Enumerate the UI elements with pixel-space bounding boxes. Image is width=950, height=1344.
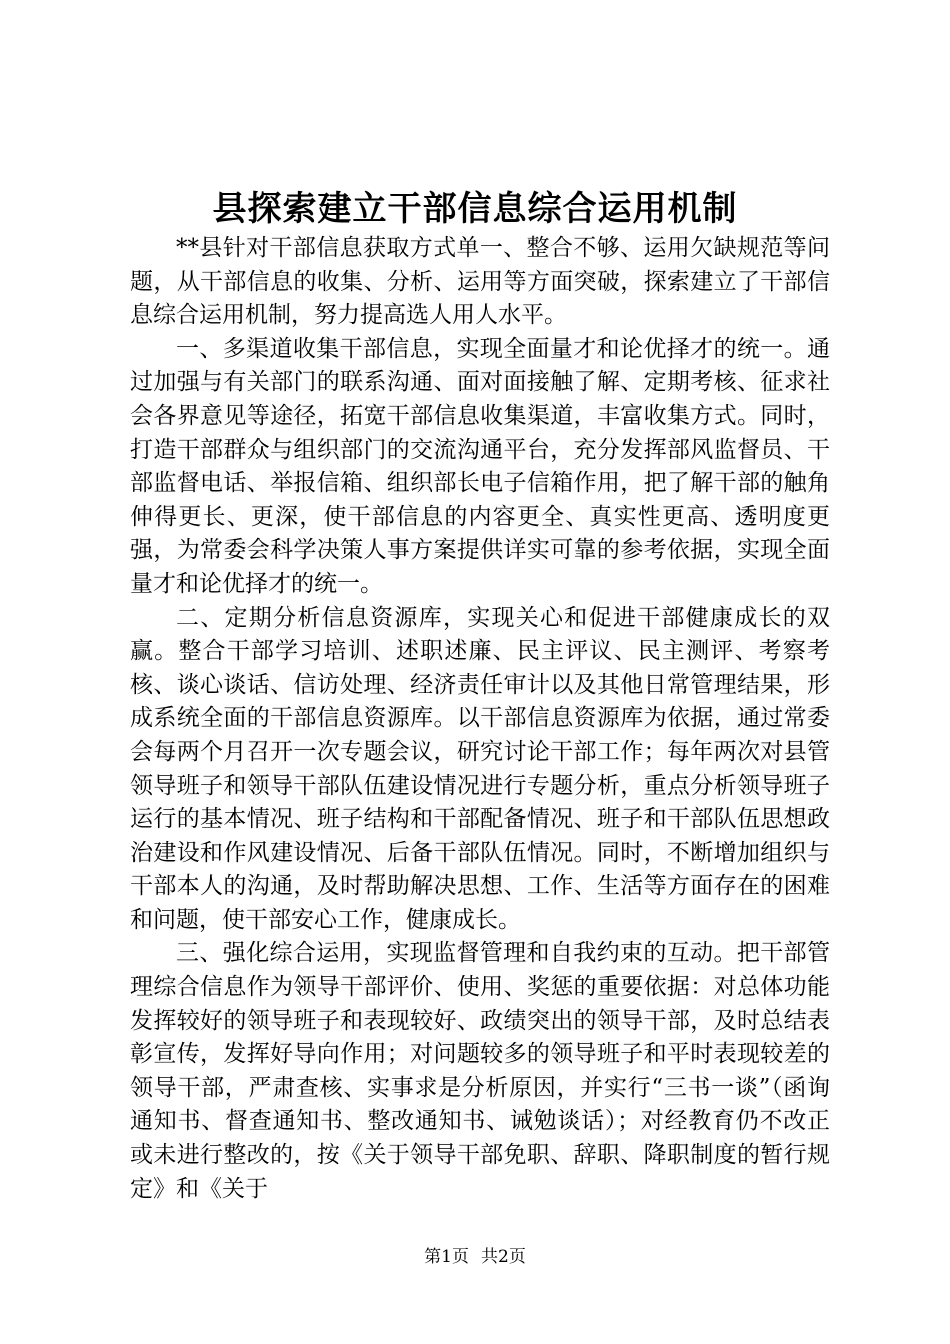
document-title: 县探索建立干部信息综合运用机制 xyxy=(212,189,738,229)
paragraph-intro: **县针对干部信息获取方式单一、整合不够、运用欠缺规范等问题，从干部信息的收集、分析、运用等方面突破，探索建立了干部信息综合运用机制，努力提高选人用人水平。 xyxy=(130,235,830,329)
page-footer xyxy=(0,1246,950,1268)
document-body xyxy=(130,232,830,1206)
paragraph-section-2: 二、定期分析信息资源库，实现关心和促进干部健康成长的双赢。整合干部学习培训、述职述廉、民主评议、民主测评、考察考核、谈心谈话、信访处理、经济责任审计以及其他日常管理结果，形成系统全面的干部信息资源库。以干部信息资源库为依据，通过常委会每两个月召开一次专题会议，研究讨论干部工作；每年两次对县管领导班子和领导干部队伍建设情况进行专题分析，重点分析领导班子运行的基本情况、班子结构和干部配备情况、班子和干部队伍思想政治建设和作风建设情况、后备干部队伍情况。同时，不断增加组织与干部本人的沟通，及时帮助解决思想、工作、生活等方面存在的困难和问题，使干部安心工作，健康成长。 xyxy=(130,604,830,933)
paragraph-section-1: 一、多渠道收集干部信息，实现全面量才和论优择才的统一。通过加强与有关部门的联系沟通、面对面接触了解、定期考核、征求社会各界意见等途径，拓宽干部信息收集渠道，丰富收集方式。同时，打造干部群众与组织部门的交流沟通平台，充分发挥部风监督员、干部监督电话、举报信箱、组织部长电子信箱作用，把了解干部的触角伸得更长、更深，使干部信息的内容更全、真实性更高、透明度更强，为常委会科学决策人事方案提供详实可靠的参考依据，实现全面量才和论优择才的统一。 xyxy=(130,335,830,597)
paragraph-section-3: 三、强化综合运用，实现监督管理和自我约束的互动。把干部管理综合信息作为领导干部评价、使用、奖惩的重要依据：对总体功能发挥较好的领导班子和表现较好、政绩突出的领导干部，及时总结表彰宣传，发挥好导向作用；对问题较多的领导班子和平时表现较差的领导干部，严肃查核、实事求是分析原因，并实行“三书一谈”（函询通知书、督查通知书、整改通知书、诫勉谈话）；对经教育仍不改正或未进行整改的，按《关于领导干部免职、辞职、降职制度的暂行规定》和《关于 xyxy=(130,940,830,1202)
page-number: 第1页 xyxy=(424,1247,469,1267)
page-total: 共2页 xyxy=(481,1247,526,1267)
